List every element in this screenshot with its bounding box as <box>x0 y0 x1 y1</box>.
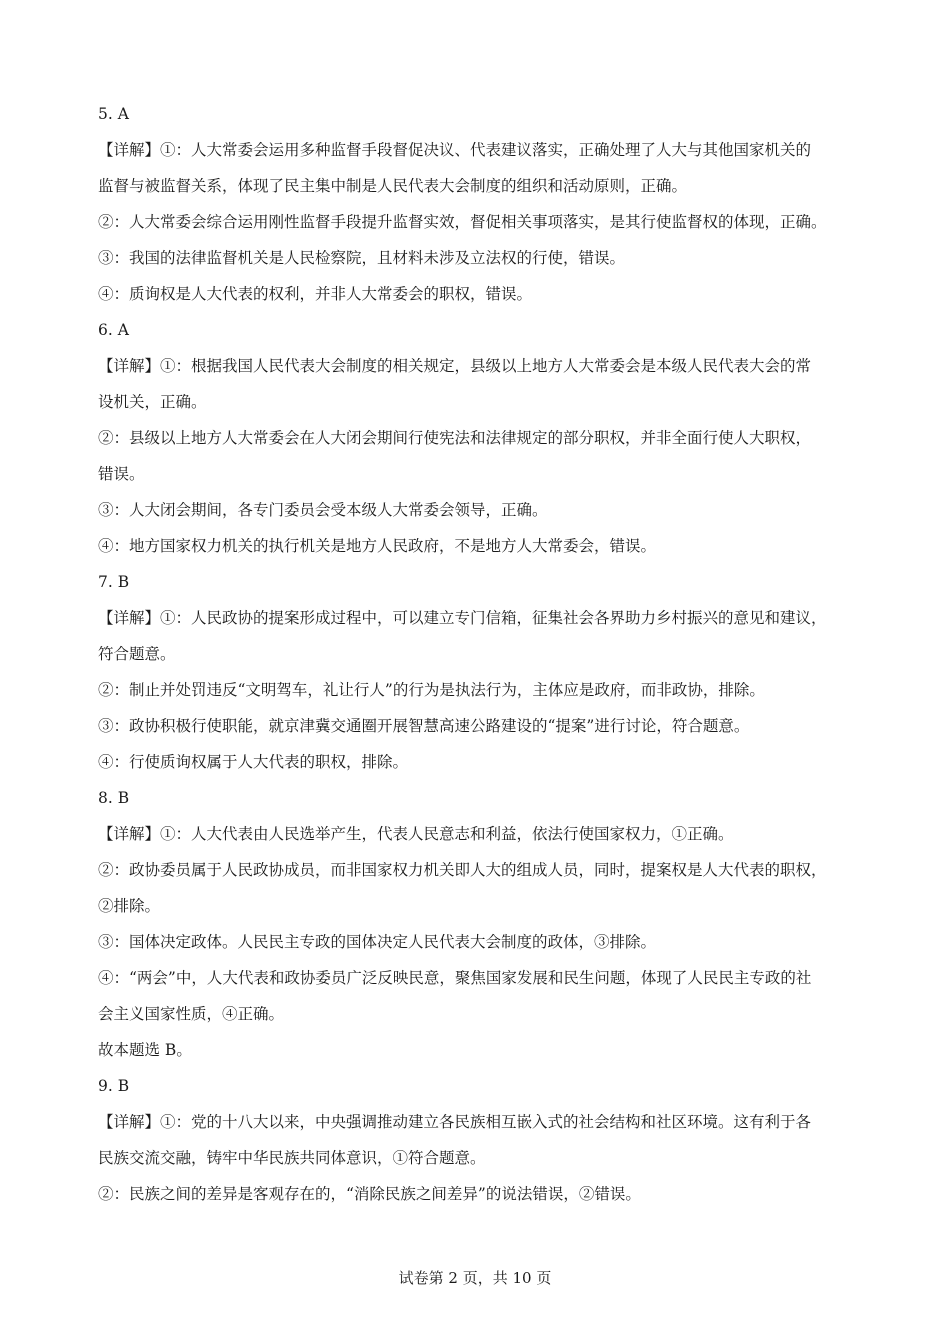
answer-content <box>98 96 862 1212</box>
text-line: ③：国体决定政体。人民民主专政的国体决定人民代表大会制度的政体，③排除。 <box>98 933 657 951</box>
text-line: 【详解】①：人民政协的提案形成过程中，可以建立专门信箱，征集社会各界助力乡村振兴的意见和建议， <box>98 609 827 627</box>
text-line: ②：县级以上地方人大常委会在人大闭会期间行使宪法和法律规定的部分职权，并非全面行使人大职权， <box>98 429 812 447</box>
text-line: 错误。 <box>98 465 145 483</box>
text-line: 监督与被监督关系，体现了民主集中制是人民代表大会制度的组织和活动原则，正确。 <box>98 177 688 195</box>
text-line: ②排除。 <box>98 897 161 915</box>
text-line: ②：人大常委会综合运用刚性监督手段提升监督实效，督促相关事项落实，是其行使监督权的体现，正确。 <box>98 213 827 231</box>
text-line: ④：“两会”中，人大代表和政协委员广泛反映民意，聚焦国家发展和民生问题，体现了人民民主专政的社 <box>98 969 812 987</box>
text-line: ②：民族之间的差异是客观存在的，“消除民族之间差异”的说法错误，②错误。 <box>98 1185 641 1203</box>
text-line: ③：政协积极行使职能，就京津冀交通圈开展智慧高速公路建设的“提案”进行讨论，符合题意。 <box>98 717 750 735</box>
text-line: 民族交流交融，铸牢中华民族共同体意识，①符合题意。 <box>98 1149 486 1167</box>
text-line: ②：制止并处罚违反“文明驾车，礼让行人”的行为是执法行为，主体应是政府，而非政协，排除。 <box>98 681 765 699</box>
text-line: 故本题选 B。 <box>98 1041 192 1059</box>
text-line: ④：行使质询权属于人大代表的职权，排除。 <box>98 753 409 771</box>
text-line: 【详解】①：人大代表由人民选举产生，代表人民意志和利益，依法行使国家权力，①正确。 <box>98 825 734 843</box>
text-line: 符合题意。 <box>98 645 176 663</box>
text-line: ④：质询权是人大代表的权利，并非人大常委会的职权，错误。 <box>98 285 533 303</box>
text-line: 【详解】①：根据我国人民代表大会制度的相关规定，县级以上地方人大常委会是本级人民代表大会的常 <box>98 357 812 375</box>
page-footer: 试卷第 2 页，共 10 页 <box>398 1269 552 1287</box>
text-line: ④：地方国家权力机关的执行机关是地方人民政府，不是地方人大常委会，错误。 <box>98 537 657 555</box>
text-line: 9. B <box>98 1077 130 1095</box>
text-line: 7. B <box>98 573 130 591</box>
text-line: 5. A <box>98 105 129 123</box>
text-line: 设机关，正确。 <box>98 393 207 411</box>
text-line: 6. A <box>98 321 129 339</box>
text-line: ②：政协委员属于人民政协成员，而非国家权力机关即人大的组成人员，同时，提案权是人大代表的职权， <box>98 861 827 879</box>
text-line: 8. B <box>98 789 130 807</box>
text-line: 会主义国家性质，④正确。 <box>98 1005 285 1023</box>
text-line: ③：人大闭会期间，各专门委员会受本级人大常委会领导，正确。 <box>98 501 548 519</box>
text-line: ③：我国的法律监督机关是人民检察院，且材料未涉及立法权的行使，错误。 <box>98 249 626 267</box>
text-line: 【详解】①：人大常委会运用多种监督手段督促决议、代表建议落实，正确处理了人大与其他国家机关的 <box>98 141 812 159</box>
text-line: 【详解】①：党的十八大以来，中央强调推动建立各民族相互嵌入式的社会结构和社区环境。这有利于各 <box>98 1113 812 1131</box>
